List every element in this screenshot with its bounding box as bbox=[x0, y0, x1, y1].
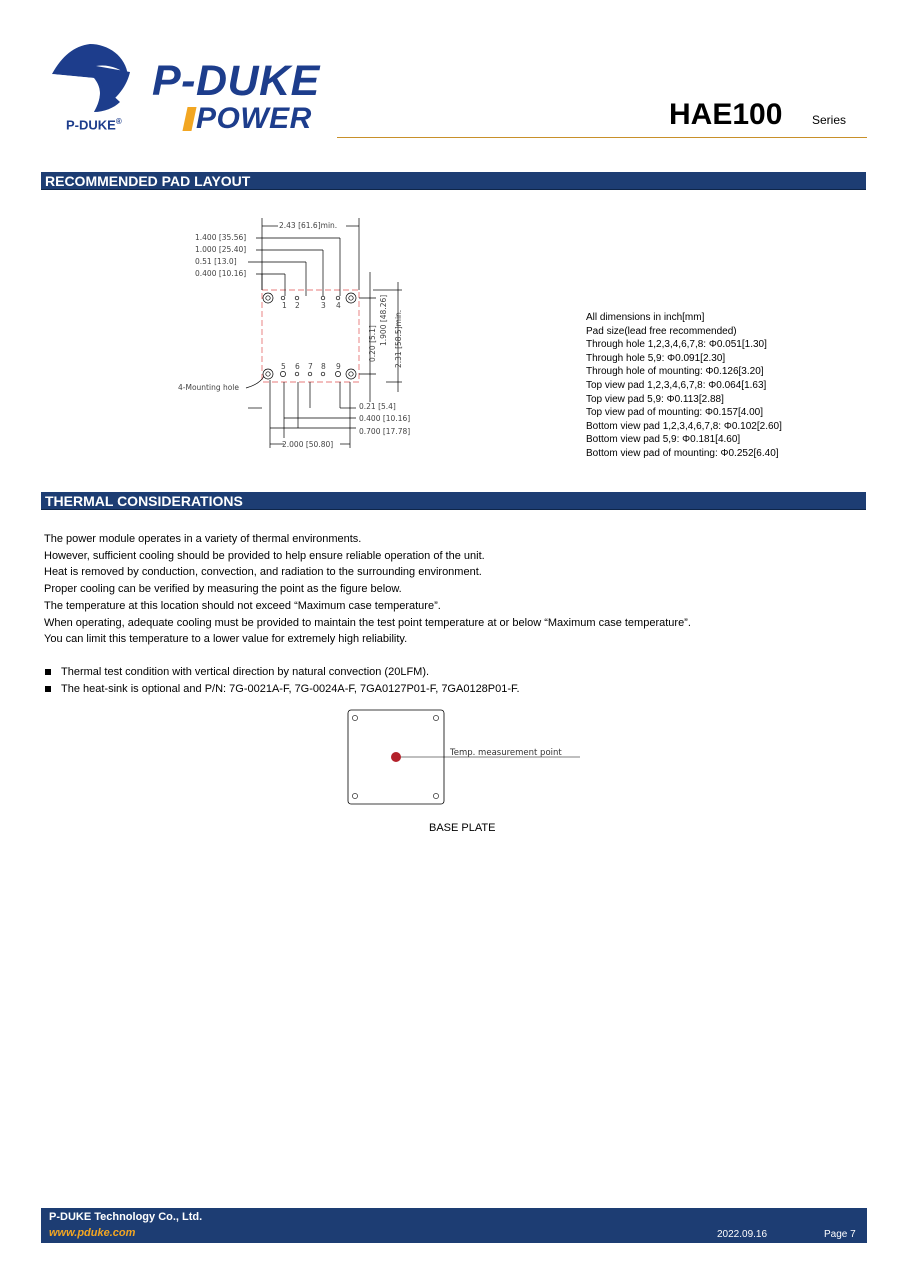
section-title-thermal: THERMAL CONSIDERATIONS bbox=[41, 492, 866, 510]
bullet-item bbox=[44, 681, 520, 698]
dim-note: Through hole of mounting: Φ0.126[3.20] bbox=[586, 366, 764, 378]
dim-vertical-3: 2.31 [58.5]min. bbox=[394, 309, 403, 368]
pin-label-4: 4 bbox=[336, 301, 341, 310]
dim-bottom-right-3: 0.700 [17.78] bbox=[359, 427, 411, 436]
dim-note: Through hole 1,2,3,4,6,7,8: Φ0.051[1.30] bbox=[586, 339, 767, 351]
bullet-text: The heat-sink is optional and P/N: 7G-0021A-F, 7G-0024A-F, 7GA0127P01-F, 7GA0128P01-F. bbox=[61, 682, 520, 695]
dim-left-4: 0.400 [10.16] bbox=[195, 269, 247, 278]
pin-label-5: 5 bbox=[281, 362, 286, 371]
paragraph-line: Heat is removed by conduction, convection, and radiation to the surrounding environment. bbox=[44, 566, 482, 579]
pin-label-6: 6 bbox=[295, 362, 300, 371]
temp-measurement-point bbox=[391, 752, 401, 762]
paragraph-line: The temperature at this location should not exceed “Maximum case temperature”. bbox=[44, 599, 441, 612]
mounting-hole-label: 4-Mounting hole bbox=[178, 383, 240, 392]
dim-bottom-label: 2.000 [50.80] bbox=[282, 440, 334, 449]
dim-note: Bottom view pad 1,2,3,4,6,7,8: Φ0.102[2.60] bbox=[586, 420, 782, 432]
dim-left-3: 0.51 [13.0] bbox=[195, 257, 237, 266]
dim-left-2: 1.000 [25.40] bbox=[195, 245, 247, 254]
series-label: Series bbox=[812, 113, 847, 127]
dim-note: Pad size(lead free recommended) bbox=[586, 325, 737, 337]
pin-label-1: 1 bbox=[282, 301, 287, 310]
dim-note: Top view pad of mounting: Φ0.157[4.00] bbox=[586, 407, 763, 419]
thermal-paragraphs bbox=[44, 531, 691, 648]
dim-note: Top view pad 1,2,3,4,6,7,8: Φ0.064[1.63] bbox=[586, 379, 767, 391]
footer-page-number: Page 7 bbox=[824, 1229, 856, 1240]
bullet-text: Thermal test condition with vertical direction by natural convection (20LFM). bbox=[61, 666, 430, 678]
footer-date: 2022.09.16 bbox=[717, 1229, 768, 1240]
footer-website-link[interactable]: www.pduke.com bbox=[49, 1227, 136, 1239]
pin-label-9: 9 bbox=[336, 362, 341, 371]
brand-power: POWER bbox=[196, 102, 312, 135]
pin-label-7: 7 bbox=[308, 362, 313, 371]
pin-label-8: 8 bbox=[321, 362, 326, 371]
pin-label-3: 3 bbox=[321, 301, 326, 310]
paragraph-line: However, sufficient cooling should be provided to help ensure reliable operation of the unit. bbox=[44, 549, 485, 562]
header-divider bbox=[337, 137, 867, 138]
dim-vertical-2: 1.900 [48.26] bbox=[379, 294, 388, 346]
base-plate-caption: BASE PLATE bbox=[429, 822, 496, 834]
base-plate-diagram bbox=[340, 706, 590, 808]
section-title-pad-layout: RECOMMENDED PAD LAYOUT bbox=[41, 172, 866, 190]
dim-top-label: 2.43 [61.6]min. bbox=[279, 221, 338, 230]
paragraph-line: The power module operates in a variety of thermal environments. bbox=[44, 533, 362, 545]
dim-note: Bottom view pad of mounting: Φ0.252[6.40] bbox=[586, 447, 779, 459]
dim-note: Top view pad 5,9: Φ0.113[2.88] bbox=[586, 393, 724, 405]
paragraph-line: You can limit this temperature to a lower value for extremely high reliability. bbox=[44, 633, 408, 646]
pad-layout-drawing bbox=[160, 212, 420, 452]
square-bullet-icon bbox=[45, 686, 51, 692]
dim-vertical-1: 0.20 [5.1] bbox=[368, 325, 377, 362]
brand-accent-bar bbox=[182, 107, 196, 131]
model-title: HAE100 bbox=[669, 98, 783, 131]
paragraph-line: Proper cooling can be verified by measuring the point as the figure below. bbox=[44, 583, 402, 596]
footer-company: P-DUKE Technology Co., Ltd. bbox=[49, 1211, 203, 1223]
pin-label-2: 2 bbox=[295, 301, 300, 310]
bullet-item bbox=[44, 664, 520, 681]
dim-note: Through hole 5,9: Φ0.091[2.30] bbox=[586, 352, 726, 364]
dim-note: Bottom view pad 5,9: Φ0.181[4.60] bbox=[586, 434, 741, 446]
square-bullet-icon bbox=[45, 669, 51, 675]
paragraph-line: When operating, adequate cooling must be provided to maintain the test point temperature at or below “Maximum case temperature”. bbox=[44, 616, 691, 629]
dim-bottom-right-1: 0.21 [5.4] bbox=[359, 402, 396, 411]
brand-name: P-DUKE bbox=[152, 57, 320, 105]
dim-left-1: 1.400 [35.56] bbox=[195, 233, 247, 242]
dim-note: All dimensions in inch[mm] bbox=[586, 312, 705, 323]
thermal-bullets bbox=[44, 664, 520, 697]
brand-small-text: P-DUKE® bbox=[66, 117, 122, 133]
dim-bottom-right-2: 0.400 [10.16] bbox=[359, 414, 411, 423]
temp-measurement-label: Temp. measurement point bbox=[450, 748, 562, 758]
dimensions-notes bbox=[586, 311, 782, 461]
pduke-bird-logo-icon bbox=[50, 42, 132, 114]
